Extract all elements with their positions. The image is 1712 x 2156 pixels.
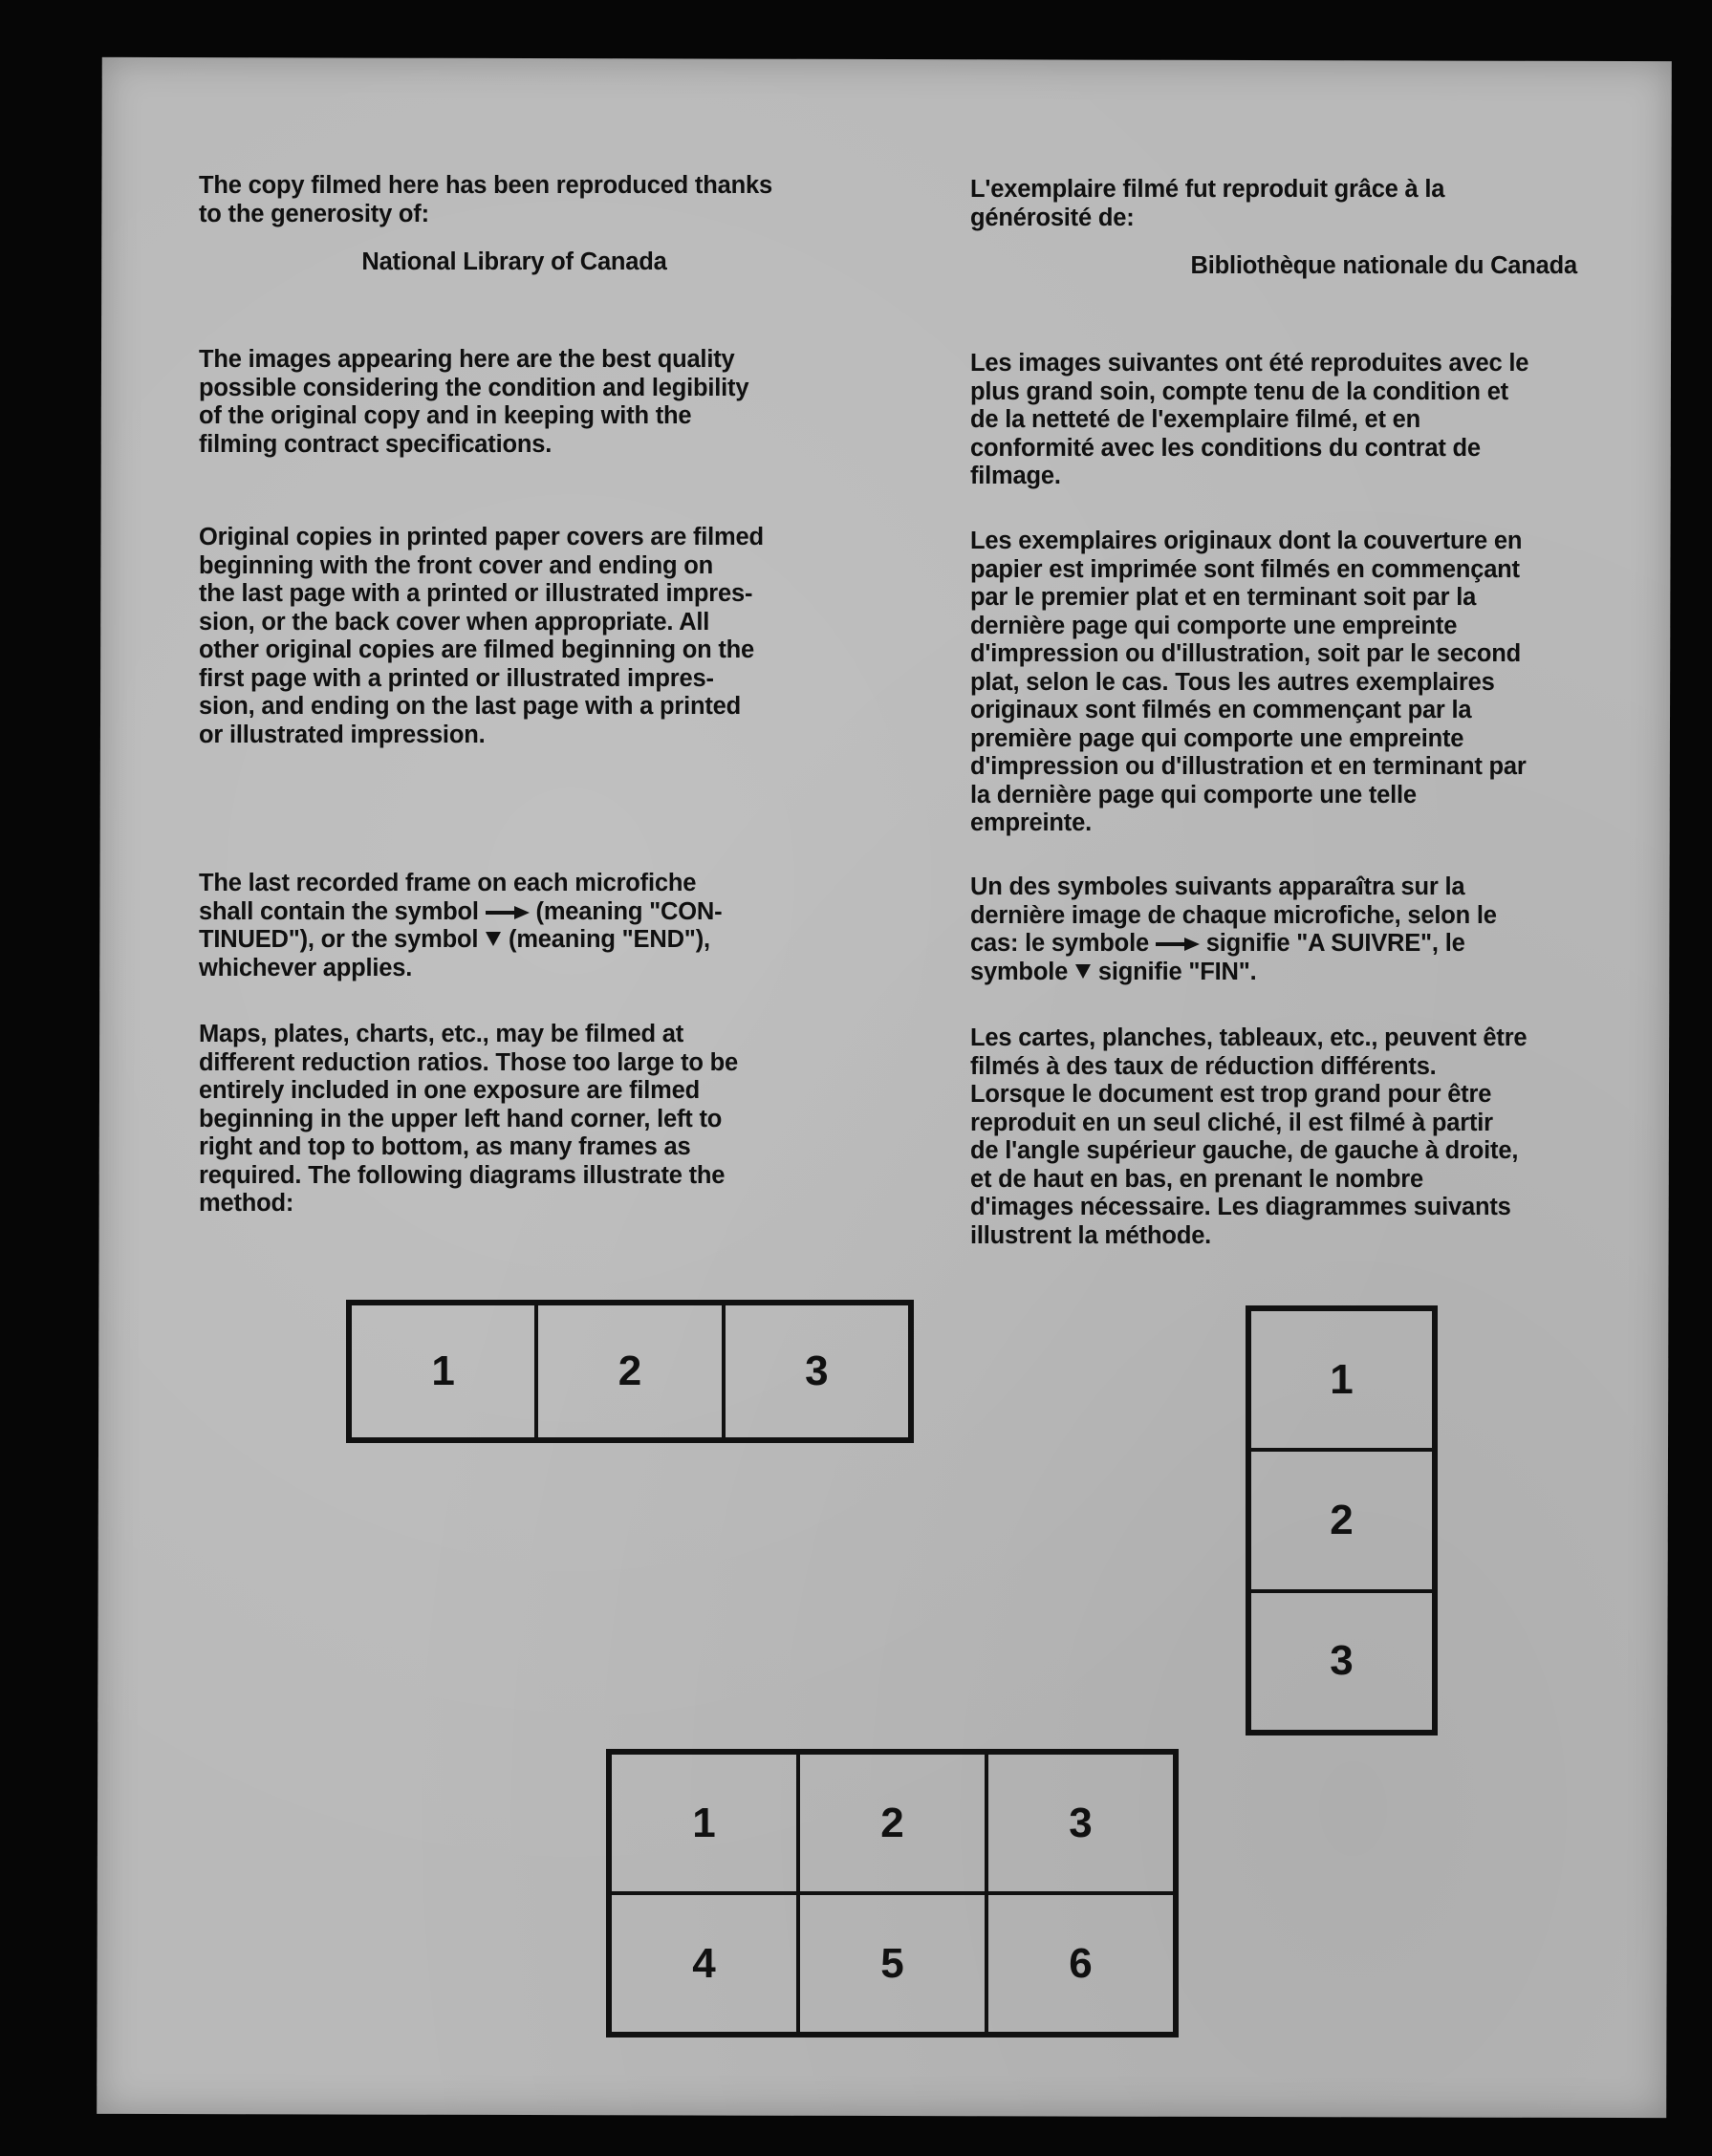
left-symbols-text-b: (meaning "CON- TINUED"), or the symbol — [199, 897, 723, 953]
frame-cell: 1 — [610, 1753, 798, 1893]
left-symbols-paragraph — [199, 870, 722, 982]
diagram-vertical-column — [1246, 1305, 1438, 1736]
frame-cell: 1 — [350, 1304, 536, 1439]
right-symbols-text-b: signifie "A SUIVRE", le symbole — [970, 930, 1465, 985]
left-filming-order-paragraph: Original copies in printed paper covers are filmed beginning with the front cover and ending on the last page with a printed or illustrated impres- sion, or the back cover when appropriate. All other original copies are filmed beginning on the first page with a printed or illustrated impres- sion, and ending on the last page with a printed or illustrated impression. — [199, 524, 764, 748]
diagram-horizontal-row — [346, 1300, 914, 1443]
right-symbols-text-a: Un des symboles suivants apparaîtra sur la dernière image de chaque microfiche, selon le cas: le symbole — [970, 873, 1497, 957]
frame-cell: 5 — [798, 1893, 986, 2034]
right-symbols-text-c: signifie "FIN". — [1091, 958, 1257, 985]
right-institution-name: Bibliothèque nationale du Canada — [1190, 252, 1577, 279]
frame-cell: 1 — [1249, 1309, 1434, 1450]
frame-cell: 6 — [986, 1893, 1175, 2034]
diagram-grid-2x3 — [606, 1749, 1179, 2037]
arrow-right-icon — [486, 898, 530, 927]
left-symbols-text-c: (meaning "END"), whichever applies. — [199, 926, 710, 981]
frame-cell: 3 — [986, 1753, 1175, 1893]
right-acknowledgement: L'exemplaire filmé fut reproduit grâce à la générosité de: — [970, 176, 1445, 231]
left-institution-name: National Library of Canada — [361, 248, 667, 275]
right-quality-paragraph: Les images suivantes ont été reproduites avec le plus grand soin, compte tenu de la condition et de la netteté de l'exemplaire filmé, et en conformité avec les conditions du contrat de filmage. — [970, 350, 1529, 489]
right-symbols-paragraph — [970, 873, 1497, 986]
left-acknowledgement: The copy filmed here has been reproduced thanks to the generosity of: — [199, 172, 772, 227]
triangle-down-icon — [1074, 959, 1092, 987]
arrow-right-icon — [1156, 930, 1200, 959]
frame-cell: 2 — [536, 1304, 723, 1439]
frame-cell: 2 — [798, 1753, 986, 1893]
left-quality-paragraph: The images appearing here are the best quality possible considering the condition and legibility of the original copy and in keeping with the filming contract specifications. — [199, 346, 749, 458]
triangle-down-icon — [485, 926, 502, 955]
frame-cell: 4 — [610, 1893, 798, 2034]
left-maps-paragraph: Maps, plates, charts, etc., may be filmed at different reduction ratios. Those too large to be entirely included in one exposure are filmed beginning in the upper left hand corner, left to right and top to bottom, as many frames as required. The following diagrams illustrate the method: — [199, 1021, 738, 1217]
left-symbols-text-a: The last recorded frame on each microfiche shall contain the symbol — [199, 870, 697, 925]
frame-cell: 3 — [1249, 1591, 1434, 1732]
frame-cell: 2 — [1249, 1450, 1434, 1590]
right-maps-paragraph: Les cartes, planches, tableaux, etc., peuvent être filmés à des taux de réduction différents. Lorsque le document est trop grand pour être reproduit en un seul cliché, il est filmé à partir de l'angle supérieur gauche, de gauche à droite, et de haut en bas, en prenant le nombre d'images nécessaire. Les diagrammes suivants illustrent la méthode. — [970, 1024, 1528, 1249]
right-filming-order-paragraph: Les exemplaires originaux dont la couverture en papier est imprimée sont filmés en commençant par le premier plat et en terminant soit par la dernière page qui comporte une empreinte d'impression ou d'illustration, soit par le second plat, selon le cas. Tous les autres exemplaires originaux sont filmés en commençant par la première page qui comporte une empreinte d'impression ou d'illustration et en terminant par la dernière page qui comporte une telle empreinte. — [970, 528, 1527, 836]
frame-cell: 3 — [724, 1304, 910, 1439]
